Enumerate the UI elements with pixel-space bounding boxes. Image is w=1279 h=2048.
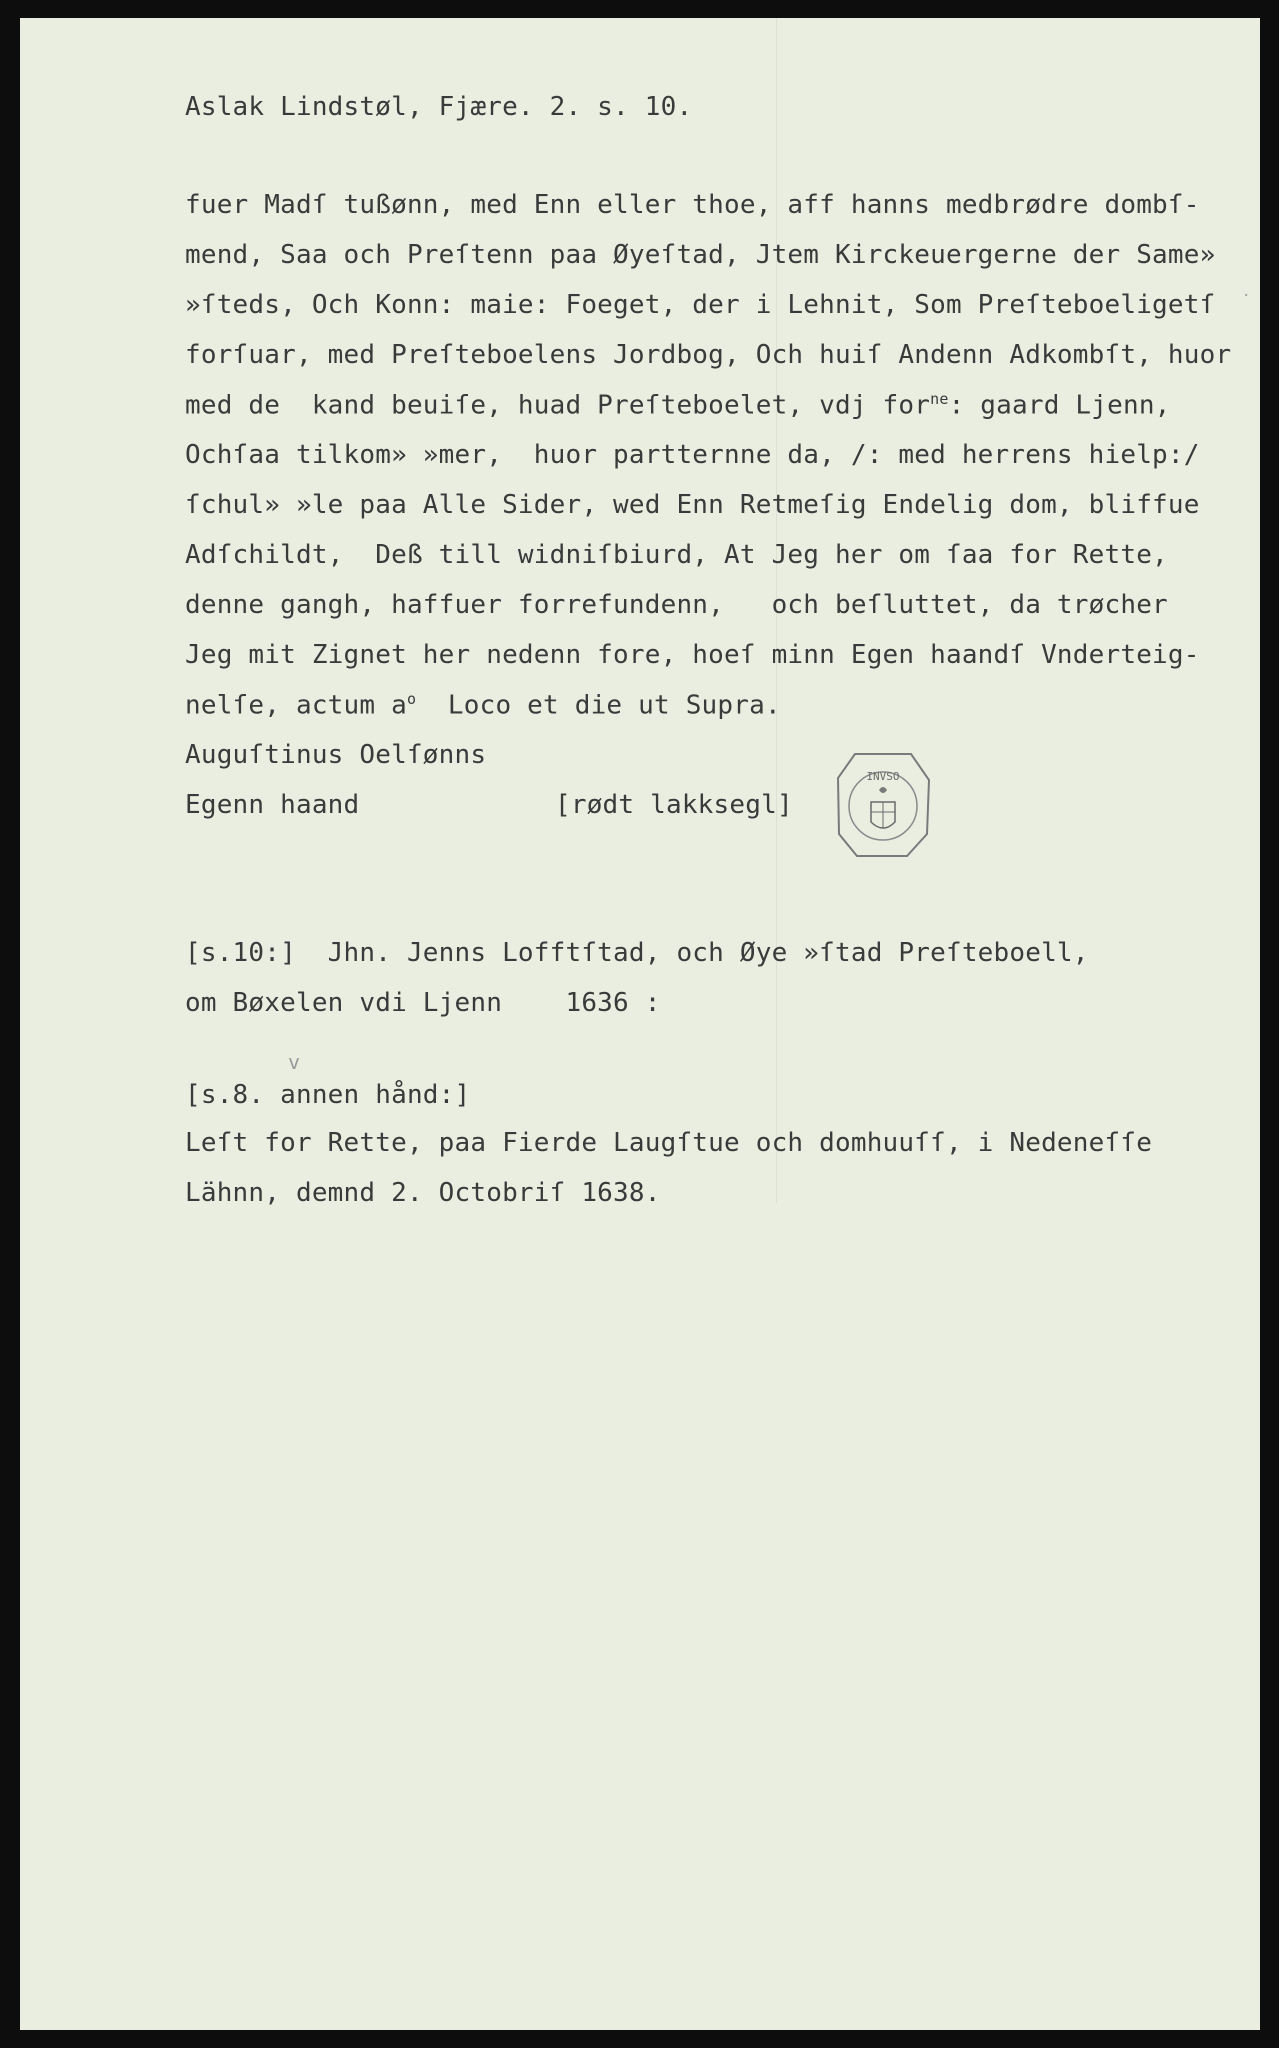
wax-seal-stamp: [835, 750, 931, 860]
signature-name: Auguſtinus Oelſønns: [185, 740, 487, 770]
document-header: Aslak Lindstøl, Fjære. 2. s. 10.: [185, 92, 693, 122]
seal-note: [rødt lakksegl]: [555, 790, 793, 820]
signature-note: Egenn haand: [185, 790, 360, 820]
body-line-2: mend, Saa och Preſtenn paa Øyeſtad, Jtem Kirckeuergerne der Same»: [185, 240, 1216, 270]
body-line-11-text: nelſe, actum a: [185, 690, 407, 721]
body-line-5-superscript: ne: [930, 390, 949, 408]
body-line-7: ſchul» »le paa Alle Sider, wed Enn Retmeſig Endelig dom, bliffue: [185, 490, 1200, 520]
body-line-5-text: med de kand beuiſe, huad Preſteboelet, vdj for: [185, 390, 931, 421]
body-line-3: »ſteds, Och Konn: maie: Foeget, der i Lehnit, Som Preſteboeligetſ: [185, 290, 1216, 320]
seal-text: INVSO: [866, 770, 900, 783]
reference-line-1: [s.10:] Jhn. Jenns Lofftſtad, och Øye »ſtad Preſteboell,: [185, 938, 1089, 968]
body-line-11: [185, 690, 781, 721]
document-page: [20, 18, 1260, 2030]
body-line-11-rest: Loco et die ut Supra.: [416, 690, 781, 721]
body-line-8: Adſchildt, Deß till widniſbiurd, At Jeg her om ſaa for Rette,: [185, 540, 1168, 570]
body-line-9: denne gangh, haffuer forrefundenn, och beſluttet, da trøcher: [185, 590, 1168, 620]
hand-note-insertion-mark: v: [288, 1050, 301, 1074]
closing-line-2: Lähnn, demnd 2. Octobriſ 1638.: [185, 1178, 661, 1208]
closing-line-1: Leſt for Rette, paa Fierde Laugſtue och domhuuſſ, i Nedeneſſe: [185, 1128, 1153, 1158]
body-line-4: forſuar, med Preſteboelens Jordbog, Och huiſ Andenn Adkombſt, huor: [185, 340, 1232, 370]
body-line-1: fuer Madſ tußønn, med Enn eller thoe, aff hanns medbrødre dombſ-: [185, 190, 1200, 220]
body-line-10: Jeg mit Zignet her nedenn fore, hoeſ minn Egen haandſ Vnderteig-: [185, 640, 1200, 670]
body-line-6: Ochſaa tilkom» »mer, huor partternne da, /: med herrens hielp:/: [185, 440, 1200, 470]
hand-note: [s.8. annen hånd:]: [185, 1080, 471, 1110]
body-line-5: [185, 390, 1171, 421]
margin-speck: ·: [1242, 288, 1251, 304]
body-line-5-rest: : gaard Ljenn,: [948, 390, 1171, 421]
reference-line-2: om Bøxelen vdi Ljenn 1636 :: [185, 988, 661, 1018]
body-line-11-superscript: o: [406, 690, 417, 708]
